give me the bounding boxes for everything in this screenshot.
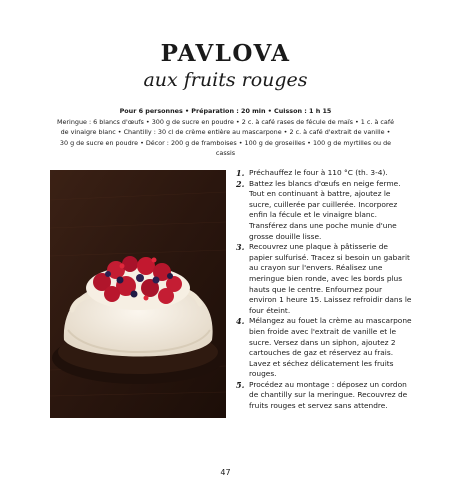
step-number: 4. [236,316,245,327]
step-item [236,179,412,243]
step-text: Préchauffez le four à 110 °C (th. 3-4). [249,168,388,177]
ingredients-line-2: de vinaigre blanc • Chantilly : 30 cl de crème entière au mascarpone • 2 c. à café d'extrait de vanille • [60,128,391,136]
step-text: Mélangez au fouet la crème au mascarpone bien froide avec l'extrait de vanille et le sucre. Versez dans un siphon, ajoutez 2 cartouches de gaz et réservez au frais. Lavez et séchez délicatement les fruits rouges. [249,316,412,379]
step-item [236,316,412,380]
step-item [236,242,412,316]
step-text: Procédez au montage : déposez un cordon de chantilly sur la meringue. Recouvrez de fruits rouges et servez sans attendre. [249,379,408,411]
servings-line: Pour 6 personnes • Préparation : 20 min • Cuisson : 1 h 15 [119,107,332,115]
ingredients-line-3: 30 g de sucre en poudre • Décor : 200 g de framboises • 100 g de groseilles • 100 g de myrtilles ou de cassis [59,138,392,157]
step-number: 5. [236,379,245,390]
step-number: 2. [236,178,245,189]
step-text: Recouvrez une plaque à pâtisserie de papier sulfurisé. Tracez si besoin un gabarit au crayon sur l'envers. Réalisez une meringue bien ronde, avec les bords plus hauts que le centre. Enfournez pour environ 1 heure 15. Laissez refroidir dans le four éteint. [249,242,412,315]
step-number: 3. [236,242,245,253]
ingredients-line-1: Meringue : 6 blancs d'œufs • 300 g de sucre en poudre • 2 c. à café rases de fécule de maïs • 1 c. à café [56,117,395,126]
step-number: 1. [236,168,245,178]
pavlova-photo [50,170,226,418]
page-number: 47 [220,468,231,477]
recipe-subtitle: aux fruits rouges [143,69,308,91]
step-item [236,380,412,412]
recipe-title: PAVLOVA [160,40,291,67]
recipe-meta [50,106,401,159]
step-item [236,168,412,179]
instructions-list [236,168,412,412]
step-text: Battez les blancs d'œufs en neige ferme. Tout en continuant à battre, ajoutez le sucre, cuillerée par cuillerée. Incorporez enfin la fécule et le vinaigre blanc. Transférez dans une poche munie d'une grosse douille lisse. [249,178,401,241]
